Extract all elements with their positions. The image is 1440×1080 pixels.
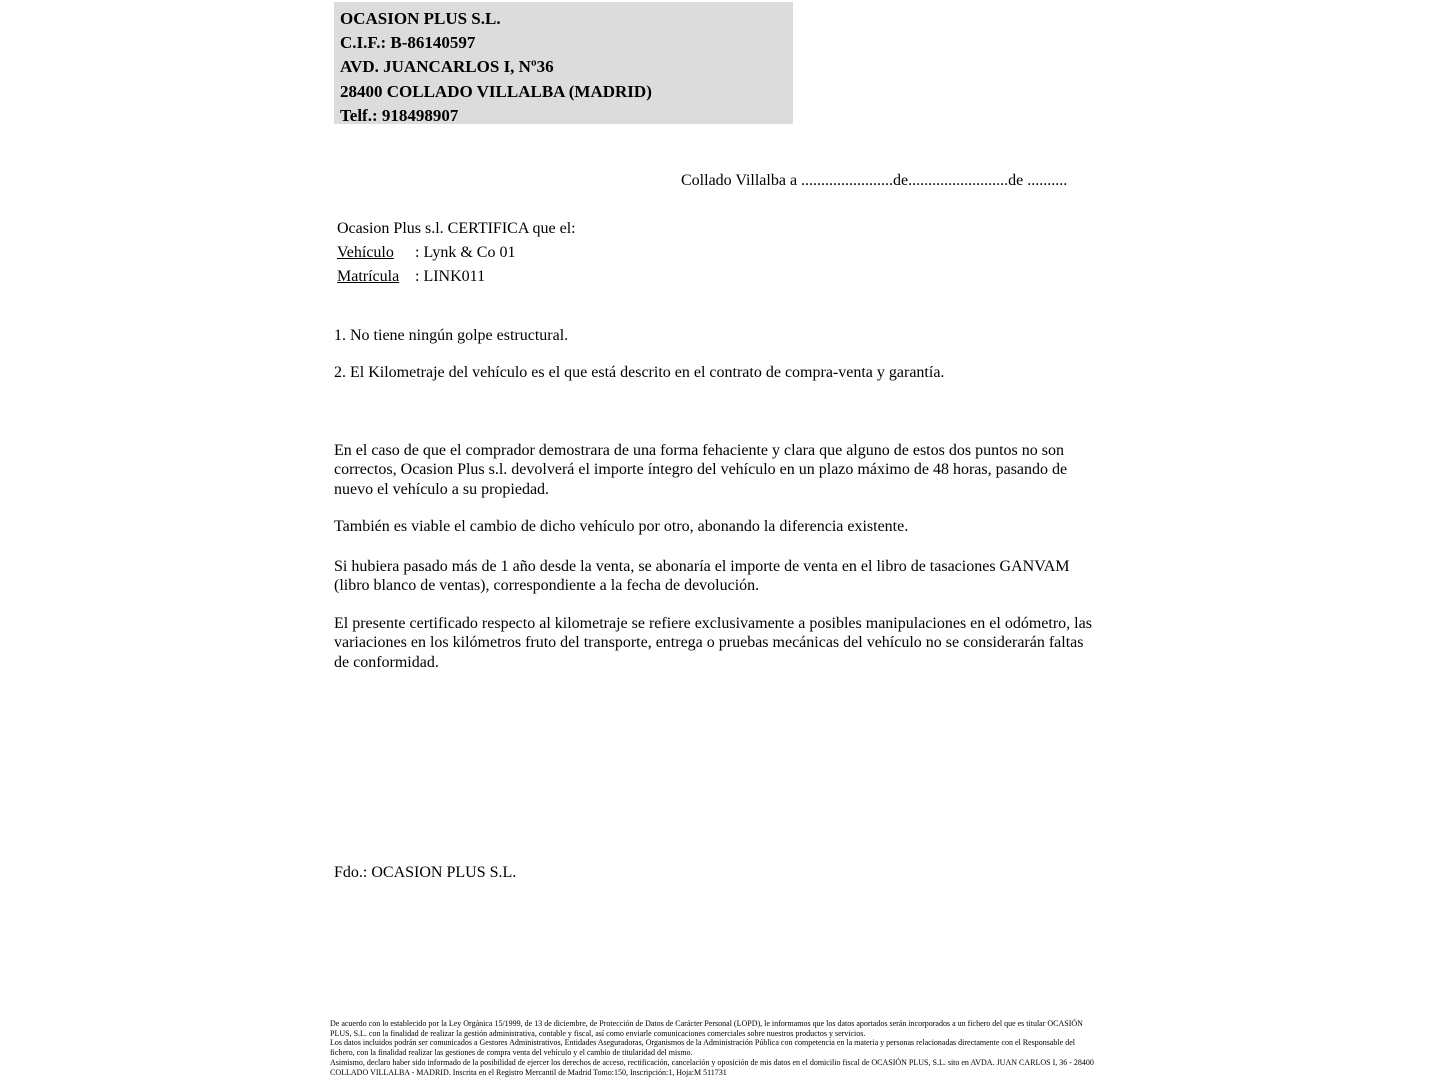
vehicle-value: : Lynk & Co 01 xyxy=(415,244,516,261)
company-name: OCASION PLUS S.L. xyxy=(340,9,501,28)
point-1: 1. No tiene ningún golpe estructural. xyxy=(334,327,569,344)
vehicle-label: Vehículo xyxy=(337,244,394,261)
signature-line: Fdo.: OCASION PLUS S.L. xyxy=(334,864,517,881)
legal-paragraph-data-sharing: Los datos incluidos podrán ser comunicados a Gestores Administrativos, Entidades Aseguradoras, Organismos de la Administración Pública con competencia en la materia y personas relacionadas directamente con el Responsable del fichero, con la finalidad realizar las gestiones de compra venta del vehículo y el cambio de titularidad del mismo. xyxy=(330,1038,1075,1058)
company-cif: C.I.F.: B-86140597 xyxy=(340,33,476,53)
plate-value: : LINK011 xyxy=(415,268,486,285)
plate-row xyxy=(337,265,576,289)
company-header-box xyxy=(334,2,793,124)
plate-label-column xyxy=(337,265,415,289)
company-city: 28400 COLLADO VILLALBA (MADRID) xyxy=(340,81,652,101)
paragraph-exchange: También es viable el cambio de dicho vehículo por otro, abonando la diferencia existente. xyxy=(334,518,909,535)
paragraph-refund: En el caso de que el comprador demostrara de una forma fehaciente y clara que alguno de estos dos puntos no son correctos, Ocasion Plus s.l. devolverá el importe íntegro del vehículo en un plazo máximo de 48 horas, pasando de nuevo el vehículo a su propiedad. xyxy=(334,442,1068,498)
legal-paragraph-lopd: De acuerdo con lo establecido por la Ley Orgánica 15/1999, de 13 de diciembre, de Protección de Datos de Carácter Personal (LOPD), le informamos que los datos aportados serán incorporados a un fichero del que es titular OCASIÓN PLUS, S.L. con la finalidad de realizar la gestión administrativa, contable y fiscal, así como enviarle comunicaciones comerciales sobre nuestros productos y servicios. xyxy=(330,1019,1083,1038)
paragraph-ganvam: Si hubiera pasado más de 1 año desde la venta, se abonaría el importe de venta en el libro de tasaciones GANVAM (libro blanco de ventas), correspondiente a la fecha de devolución. xyxy=(334,558,1070,595)
certification-intro: Ocasion Plus s.l. CERTIFICA que el: xyxy=(337,220,576,237)
vehicle-row xyxy=(337,241,576,265)
plate-label: Matrícula xyxy=(337,268,400,285)
company-phone: Telf.: 918498907 xyxy=(340,105,459,125)
date-line: Collado Villalba a .......................de.........................de .......... xyxy=(681,172,1068,189)
paragraph-odometer: El presente certificado respecto al kilometraje se refiere exclusivamente a posibles manipulaciones en el odómetro, las variaciones en los kilómetros fruto del transporte, entrega o pruebas mecánicas del vehículo no se considerarán faltas de conformidad. xyxy=(334,615,1092,671)
certification-block xyxy=(337,217,576,289)
legal-paragraph-rights: Asimismo, declaro haber sido informado de la posibilidad de ejercer los derechos de acceso, rectificación, cancelación y oposición de mis datos en el domicilio fiscal de OCASIÓN PLUS, S.L. sito en AVDA. JUAN CARLOS I, 36 - 28400 COLLADO VILLALBA - MADRID. Inscrita en el Registro Mercantil de Madrid Tomo:150, Inscripción:1, Hoja:M 511731 xyxy=(330,1057,1094,1077)
point-2: 2. El Kilometraje del vehículo es el que está descrito en el contrato de compra-venta y garantía. xyxy=(334,364,945,381)
legal-footnote xyxy=(330,1019,1100,1077)
vehicle-label-column xyxy=(337,241,415,265)
company-address: AVD. JUANCARLOS I, Nº36 xyxy=(340,57,554,77)
